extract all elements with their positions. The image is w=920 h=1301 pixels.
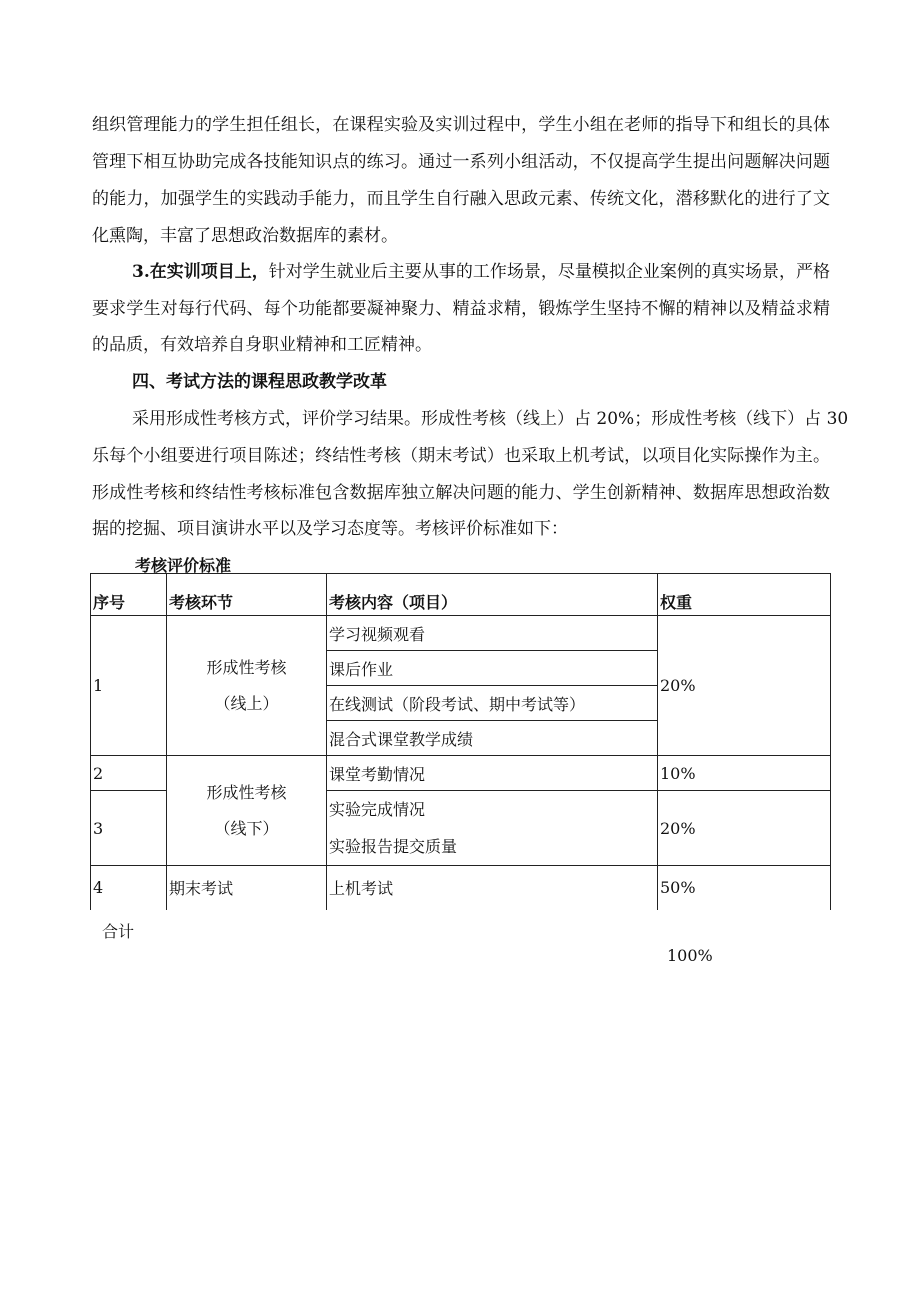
table-row — [91, 866, 831, 910]
total-weight: 100% — [667, 946, 713, 965]
item-line-1: 实验完成情况 — [329, 800, 426, 819]
item-line-2: 实验报告提交质量 — [329, 837, 458, 856]
cell-no: 3 — [91, 791, 167, 866]
cell-weight: 50% — [658, 866, 831, 910]
cell-stage — [167, 756, 327, 866]
paragraph-2-line-1 — [132, 262, 830, 282]
cell-item: 上机考试 — [327, 866, 658, 910]
table-row — [91, 616, 831, 651]
stage-line-2: （线下） — [214, 818, 279, 838]
paragraph-3-line-2: 乐每个小组要进行项目陈述；终结性考核（期末考试）也采取上机考试，以项目化实际操作为主。 — [92, 446, 830, 466]
paragraph-1-line-1: 组织管理能力的学生担任组长，在课程实验及实训过程中，学生小组在老师的指导下和组长的具体 — [92, 115, 830, 135]
cell-item — [327, 791, 658, 866]
stage-line-2: （线上） — [214, 693, 279, 713]
table-row — [91, 756, 831, 791]
cell-weight: 10% — [658, 756, 831, 791]
paragraph-2-line-2: 要求学生对每行代码、每个功能都要凝神聚力、精益求精，锻炼学生坚持不懈的精神以及精益求精 — [92, 299, 830, 319]
header-content: 考核内容（项目） — [327, 574, 658, 616]
paragraph-3-line-4: 据的挖掘、项目演讲水平以及学习态度等。考核评价标准如下： — [92, 519, 568, 539]
header-no: 序号 — [91, 574, 167, 616]
paragraph-1-line-2: 管理下相互协助完成各技能知识点的练习。通过一系列小组活动，不仅提高学生提出问题解决问题 — [92, 152, 830, 172]
cell-no: 2 — [91, 756, 167, 791]
cell-item: 课堂考勤情况 — [327, 756, 658, 791]
paragraph-1-line-4: 化熏陶，丰富了思想政治数据库的素材。 — [92, 226, 398, 246]
section-heading: 四、考试方法的课程思政教学改革 — [132, 372, 387, 392]
stage-line-1: 形成性考核 — [206, 657, 287, 677]
cell-weight: 20% — [658, 616, 831, 756]
cell-item: 在线测试（阶段考试、期中考试等） — [327, 686, 658, 721]
stage-line-1: 形成性考核 — [206, 782, 287, 802]
header-stage: 考核环节 — [167, 574, 327, 616]
paragraph-3-line-3: 形成性考核和终结性考核标准包含数据库独立解决问题的能力、学生创新精神、数据库思想政治数 — [92, 483, 830, 503]
paragraph-1-line-3: 的能力，加强学生的实践动手能力，而且学生自行融入思政元素、传统文化，潜移默化的进行了文 — [92, 189, 830, 209]
cell-item: 学习视频观看 — [327, 616, 658, 651]
table-caption: 考核评价标准 — [135, 556, 232, 575]
paragraph-3-line-1: 采用形成性考核方式，评价学习结果。形成性考核（线上）占 20%；形成性考核（线下）占 30 — [132, 409, 849, 429]
assessment-table — [90, 573, 831, 910]
paragraph-2-line-3: 的品质，有效培养自身职业精神和工匠精神。 — [92, 335, 432, 355]
paragraph-2-line-1-text: 针对学生就业后主要从事的工作场景，尽量模拟企业案例的真实场景，严格 — [268, 262, 830, 282]
header-weight: 权重 — [658, 574, 831, 616]
table-header-row — [91, 574, 831, 616]
cell-item: 混合式课堂教学成绩 — [327, 721, 658, 756]
cell-item: 课后作业 — [327, 651, 658, 686]
cell-no: 4 — [91, 866, 167, 910]
cell-weight: 20% — [658, 791, 831, 866]
paragraph-2-lead: 3.在实训项目上， — [132, 262, 269, 282]
cell-no: 1 — [91, 616, 167, 756]
cell-stage: 期末考试 — [167, 866, 327, 910]
cell-stage — [167, 616, 327, 756]
total-label: 合计 — [102, 922, 135, 941]
